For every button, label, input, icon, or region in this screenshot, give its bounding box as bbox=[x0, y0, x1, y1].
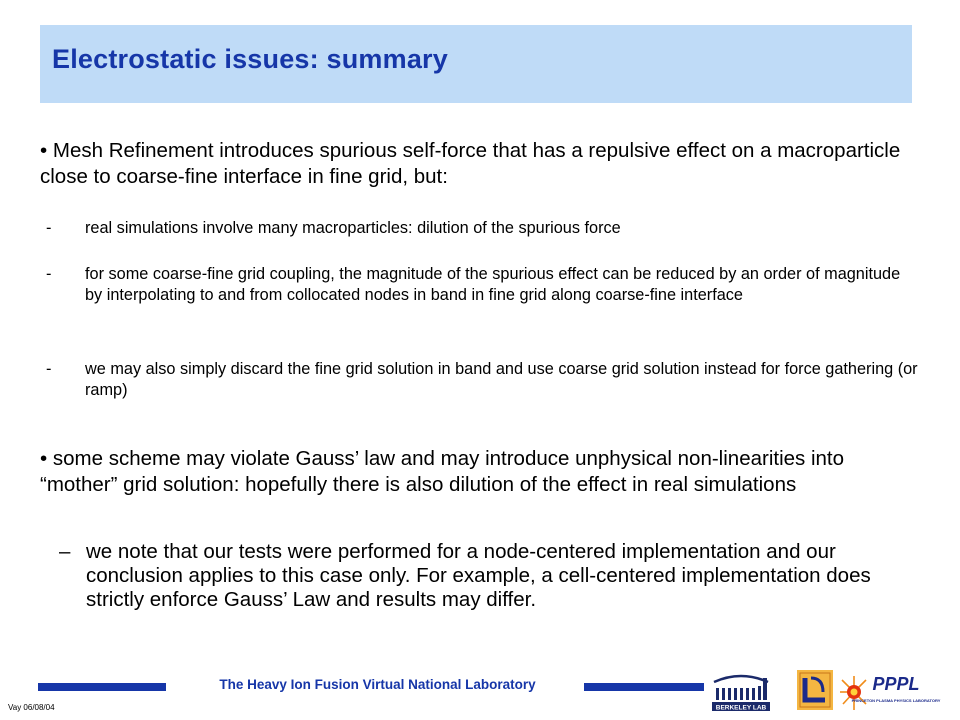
subitem-2-1 bbox=[40, 540, 920, 612]
footer-bar-right bbox=[584, 683, 704, 691]
berkeley-lab-logo bbox=[708, 668, 774, 714]
subitem-1-2 bbox=[40, 264, 920, 306]
subitem-marker: – bbox=[59, 540, 71, 563]
subitem-marker: - bbox=[46, 265, 52, 283]
pppl-text: PPPL bbox=[872, 674, 920, 694]
subitem-marker: - bbox=[46, 360, 52, 378]
subitem-text: we may also simply discard the fine grid solution in band and use coarse grid solution instead for force gathering (or ramp) bbox=[85, 360, 918, 399]
subitem-1-3 bbox=[40, 359, 920, 401]
berkeley-lab-text: BERKELEY LAB bbox=[715, 704, 767, 712]
pppl-subtext: PRINCETON PLASMA PHYSICS LABORATORY bbox=[851, 698, 941, 703]
subitem-text: for some coarse-fine grid coupling, the magnitude of the spurious effect can be reduced by an order of magnitude by interpolating to and from collocated nodes in band in fine grid along coarse-fine interface bbox=[85, 265, 901, 304]
slide-title: Electrostatic issues: summary bbox=[52, 44, 448, 74]
bullet-1: • Mesh Refinement introduces spurious self-force that has a repulsive effect on a macroparticle close to coarse-fine interface in fine grid, but: bbox=[40, 139, 901, 188]
subitem-text: we note that our tests were performed for a node-centered implementation and our conclusion applies to this case only. For example, a cell-centered implementation does strictly enforce Gauss’ Law and results may differ. bbox=[86, 540, 871, 611]
subitem-text: real simulations involve many macroparticles: dilution of the spurious force bbox=[85, 219, 621, 237]
footer-bar-left bbox=[38, 683, 166, 691]
subitem-marker: - bbox=[46, 219, 52, 237]
llnl-logo bbox=[797, 670, 833, 710]
footer-lab-name: The Heavy Ion Fusion Virtual National Laboratory bbox=[219, 677, 536, 692]
subitem-1-1 bbox=[40, 218, 920, 239]
footer-author-date: Vay 06/08/04 bbox=[8, 703, 55, 712]
bullet-2: • some scheme may violate Gauss’ law and may introduce unphysical non-linearities into “mother” grid solution: hopefully there is also dilution of the effect in real simulations bbox=[40, 447, 845, 496]
pppl-logo bbox=[840, 670, 941, 712]
